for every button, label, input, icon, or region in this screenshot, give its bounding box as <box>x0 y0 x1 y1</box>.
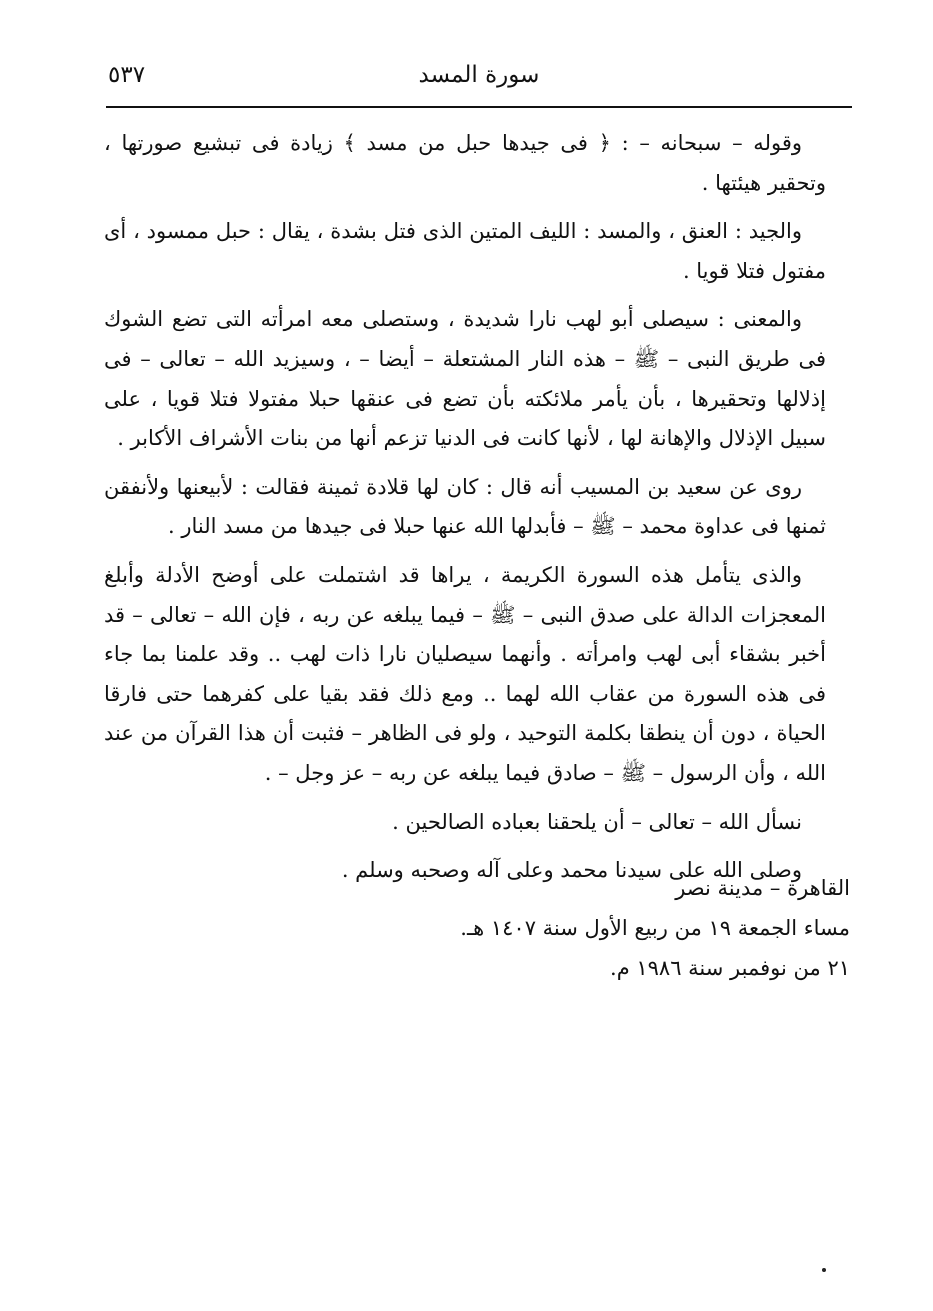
signature-hijri-date: مساء الجمعة ١٩ من ربيع الأول سنة ١٤٠٧ هـ. <box>460 916 850 940</box>
signature-place: القاهرة – مدينة نصر <box>675 876 850 900</box>
signature-block <box>104 868 850 988</box>
paragraph-narration: روى عن سعيد بن المسيب أنه قال : كان لها قلادة ثمينة فقالت : لأبيعنها ولأنفقن ثمنها فى عداوة محمد – ﷺ – فأبدلها الله عنها حبلا فى جيدها من مسد النار . <box>104 474 826 539</box>
running-title: سورة المسد <box>418 62 540 88</box>
header-rule <box>106 106 852 108</box>
paragraph-reflection: والذى يتأمل هذه السورة الكريمة ، يراها قد اشتملت على أوضح الأدلة وأبلغ المعجزات الدالة على صدق النبى – ﷺ – فيما يبلغه عن ربه ، فإن الله – تعالى – قد أخبر بشقاء أبى لهب وامرأته . وأنهما سيصليان نارا ذات لهب .. وقد علمنا بما جاء فى هذه السورة من عقاب الله لهما .. ومع ذلك فقد بقيا على كفرهما حتى فارقا الحياة ، دون أن ينطقا بكلمة التوحيد ، ولو فى الظاهر – فثبت أن هذا القرآن من عند الله ، وأن الرسول – ﷺ – صادق فيما يبلغه عن ربه – عز وجل – . <box>104 562 826 785</box>
paragraph-supplication: نسأل الله – تعالى – أن يلحقنا بعباده الصالحين . <box>392 809 802 834</box>
page-header <box>108 62 850 102</box>
body-text <box>104 124 826 900</box>
page-number: ٥٣٧ <box>108 62 146 88</box>
paragraph-definitions: والجيد : العنق ، والمسد : الليف المتين الذى فتل بشدة ، يقال : حبل ممسود ، أى مفتول فتلا قويا . <box>104 219 826 283</box>
signature-gregorian-date: ٢١ من نوفمبر سنة ١٩٨٦ م. <box>610 956 850 980</box>
paragraph-salutation: وصلى الله على سيدنا محمد وعلى آله وصحبه وسلم . <box>341 858 802 883</box>
paragraph-verse-commentary: وقوله – سبحانه – : ﴿ فى جيدها حبل من مسد ﴾ زيادة فى تبشيع صورتها ، وتحقير هيئتها . <box>104 131 826 195</box>
stray-print-mark <box>822 1268 826 1272</box>
paragraph-meaning: والمعنى : سيصلى أبو لهب نارا شديدة ، وستصلى معه امرأته التى تضع الشوك فى طريق النبى – ﷺ – هذه النار المشتعلة – أيضا – ، وسيزيد الله – تعالى – فى إذلالها وتحقيرها ، بأن يأمر ملائكته بأن تضع فى عنقها حبلا مفتولا فتلا قويا ، على سبيل الإذلال والإهانة لها ، لأنها كانت فى الدنيا تزعم أنها من بنات الأشراف الأكابر . <box>104 307 826 451</box>
